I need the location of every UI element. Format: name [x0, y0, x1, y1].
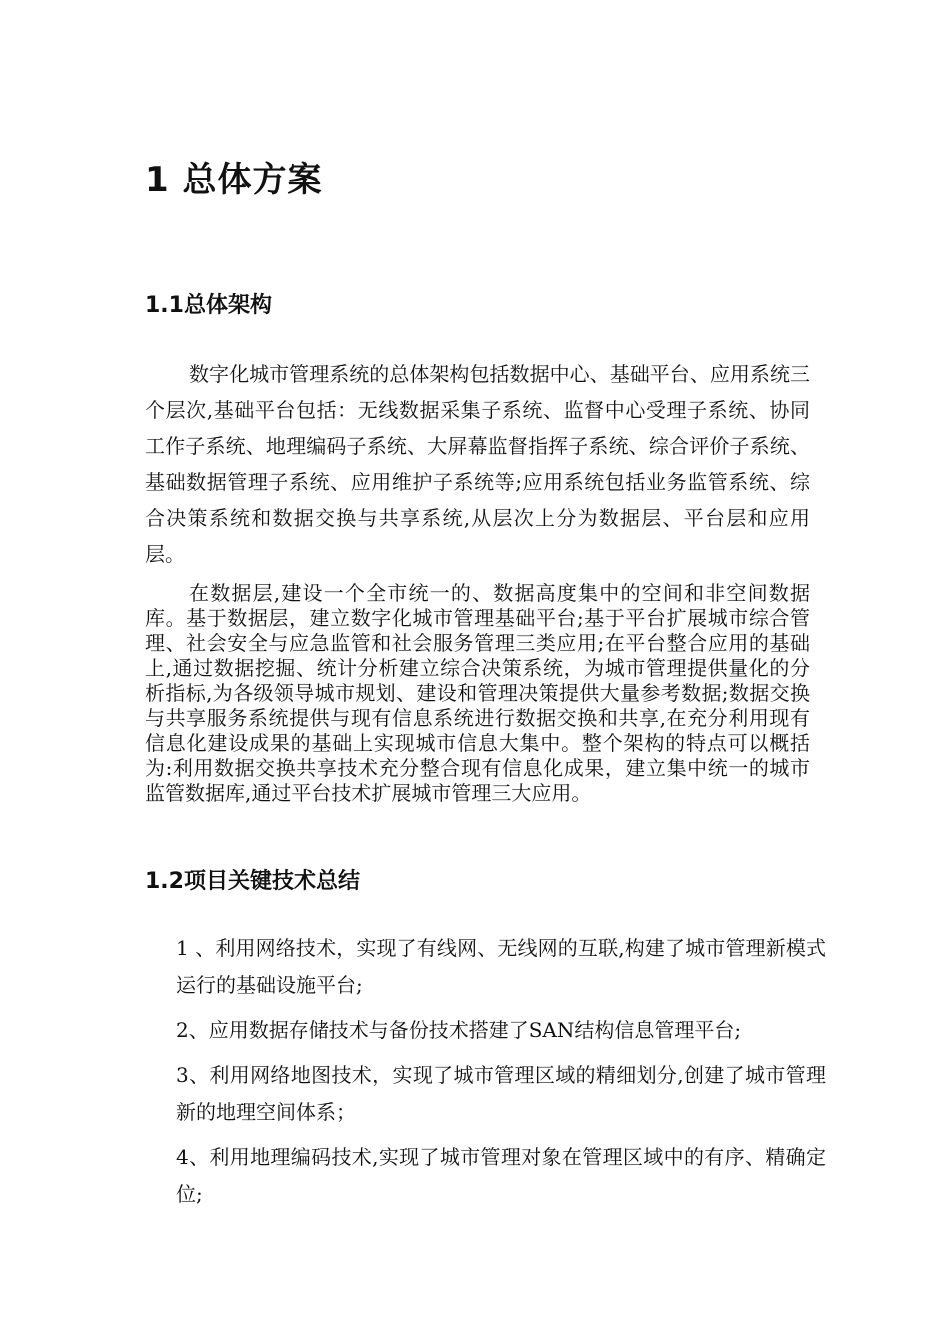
list-item: 4、利用地理编码技术,实现了城市管理对象在管理区域中的有序、精确定位;: [176, 1145, 826, 1206]
section-heading-key-technologies: 1.2项目关键技术总结: [145, 869, 360, 894]
list-item: 3、利用网络地图技术，实现了城市管理区域的精细划分,创建了城市管理新的地理空间体系；: [176, 1063, 826, 1124]
architecture-paragraph-1: 数字化城市管理系统的总体架构包括数据中心、基础平台、应用系统三个层次,基础平台包括：无线数据采集子系统、监督中心受理子系统、协同工作子系统、地理编码子系统、大屏幕监督指挥子系统、综合评价子系统、基础数据管理子系统、应用维护子系统等;应用系统包括业务监管系统、综合决策系统和数据交换与共享系统,从层次上分为数据层、平台层和应用层。: [145, 362, 810, 566]
list-item: 2、应用数据存储技术与备份技术搭建了SAN结构信息管理平台;: [176, 1018, 742, 1042]
chapter-title: 1 总体方案: [145, 160, 323, 200]
section-heading-architecture: 1.1总体架构: [145, 293, 272, 318]
architecture-paragraph-2: 在数据层,建设一个全市统一的、数据高度集中的空间和非空间数据库。基于数据层，建立数字化城市管理基础平台;基于平台扩展城市综合管理、社会安全与应急监管和社会服务管理三类应用;在平台整合应用的基础上,通过数据挖掘、统计分析建立综合决策系统，为城市管理提供量化的分析指标,为各级领导城市规划、建设和管理决策提供大量参考数据;数据交换与共享服务系统提供与现有信息系统进行数据交换和共享,在充分利用现有信息化建设成果的基础上实现城市信息大集中。整个架构的特点可以概括为:利用数据交换共享技术充分整合现有信息化成果，建立集中统一的城市监管数据库,通过平台技术扩展城市管理三大应用。: [145, 581, 810, 805]
list-item: 1 、利用网络技术，实现了有线网、无线网的互联,构建了城市管理新模式运行的基础设施平台;: [176, 936, 826, 997]
key-technology-list: [176, 930, 826, 1221]
